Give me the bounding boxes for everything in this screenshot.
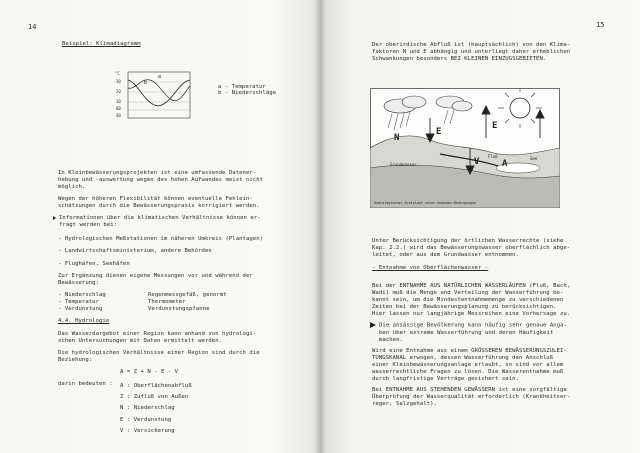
text-line: durch langfristige Verträge gesichert sein. xyxy=(372,376,519,382)
curve-b-label: b xyxy=(144,80,148,86)
hydrological-cycle-diagram xyxy=(370,88,560,208)
chart-y-unit: °C xyxy=(115,71,120,76)
legend-intro: darin bedeuten : xyxy=(58,381,113,387)
text-line: Schwankungen besonders BEI KLEINEN EINZUGSGEBIETEN. xyxy=(372,56,547,62)
paragraph-natural-watercourses xyxy=(372,283,570,318)
label-e-left: E xyxy=(436,127,442,137)
symbol-description: Versickerung xyxy=(133,427,175,434)
text-line: wasserrechtliche Fragen zu lösen. Die Wasserentnahme muß xyxy=(372,369,564,375)
list-item: Verdunstungspfanne xyxy=(148,306,210,312)
sources-list xyxy=(58,248,212,255)
water-balance-equation: A = Z + N - E - V xyxy=(120,369,179,375)
label-n: N xyxy=(394,133,400,143)
paragraph-relation xyxy=(58,350,260,364)
text-line: schätzungen durch die Bewässerungspraxis korrigiert werden. xyxy=(58,203,260,209)
text-line: Beziehung: xyxy=(58,357,93,363)
text-line: hebung und -auswertung wegen des hohen Aufwandes meist nicht xyxy=(58,177,264,183)
list-item: - Niederschlag xyxy=(58,292,106,298)
text-line: Kap. 2.2.) wird das Bewässerungswasser oberflächlich abge- xyxy=(372,245,571,251)
symbol-list xyxy=(120,381,192,437)
text-line: Wegen der höheren Flexibilität können eventuelle Fehlein- xyxy=(58,196,253,202)
paragraph-own-measurements xyxy=(58,273,253,287)
list-item: - Temperatur xyxy=(58,299,100,305)
text-line: Zur Ergänzung dienen eigene Messungen vor und während der xyxy=(58,273,253,279)
list-item: - Verdunstung xyxy=(58,306,103,312)
chart-y-tick: 80 xyxy=(116,106,121,111)
text-line: fragt werden bei: xyxy=(59,222,118,228)
label-see: See xyxy=(530,156,538,161)
paragraph-data-collection xyxy=(58,170,263,191)
flag-marker-icon xyxy=(370,322,376,328)
text-line: machen. xyxy=(379,336,403,343)
symbol-description: Zufluß von Außen xyxy=(133,394,189,401)
section-heading-surface-water: - Entnahme von Oberflächenwasser - xyxy=(372,265,489,271)
paragraph-local-population xyxy=(370,322,567,344)
text-line: Überprüfung der Wasserqualität erforderlich (Krankheitser- xyxy=(372,394,571,400)
symbol-description: Oberflächenabfluß xyxy=(133,383,192,389)
symbol-description: Niederschlag xyxy=(133,405,175,412)
label-e-right: E xyxy=(492,121,498,131)
list-item: Regenmessgefäß, genormt xyxy=(148,292,227,298)
text-line: Wird eine Entnahme aus einem GRÖSSEREN BEWÄSSERUNGSZULEI- xyxy=(372,348,567,354)
paragraph-irrigation-canal xyxy=(372,348,567,383)
symbol-row: Z : Zufluß von Außen xyxy=(120,394,189,401)
paragraph-water-rights xyxy=(372,238,570,259)
text-line: Informationen über die klimatischen Verhältnisse können er- xyxy=(59,215,261,221)
text-line: Wadi) muß die Menge und Verteilung der Wasserführung be- xyxy=(372,290,564,296)
symbol-row: N : Niederschlag xyxy=(120,405,175,412)
diagram-caption: Hydrologischer Kreislauf unter humiden Bedingungen xyxy=(374,201,477,205)
text-line: TUNGSKANAL erwogen, dessen Wasserführung den Anschluß xyxy=(372,355,554,361)
legend-temperature: a - Temperatur xyxy=(218,84,266,90)
text-line: In Kleinbewässerungsprojekten ist eine umfassende Datener- xyxy=(58,170,257,176)
text-line: Der oberirdische Abfluß ist (hauptsächlich) von den Klima- xyxy=(372,42,571,48)
label-grundwasser: Grundwasser xyxy=(390,162,417,167)
symbol: N xyxy=(120,405,124,412)
paragraph-surface-runoff xyxy=(372,42,570,63)
symbol-description: Verdunstung xyxy=(133,416,172,423)
list-item: Thermometer xyxy=(148,299,186,305)
book-spine-shadow xyxy=(314,0,326,453)
example-heading: Beispiel: Klimadiagramm xyxy=(62,41,141,47)
sources-list xyxy=(58,261,130,268)
text-line: Unter Berücksichtigung der örtlichen Wasserrechte (siehe xyxy=(372,238,564,244)
text-line: Bewässerung: xyxy=(58,280,100,286)
chart-y-tick: 10 xyxy=(116,99,121,104)
paragraph-water-supply xyxy=(58,331,256,345)
label-v: V xyxy=(474,157,480,167)
text-line: reger, Salzgehalt). xyxy=(372,401,437,407)
paragraph-standing-water xyxy=(372,387,570,408)
text-line: Die ansässige Bevölkerung kann häufig sehr genaue Anga- xyxy=(379,322,567,329)
symbol-row: V : Versickerung xyxy=(120,427,175,434)
paragraph-climate-info xyxy=(53,215,261,229)
text-line: Bei der ENTNAHME AUS NATÜRLICHEN WASSERLÄUFEN (Fluß, Bach, xyxy=(372,283,571,289)
text-line: ben über extreme Wasserführung und deren Häufigkeit xyxy=(379,329,554,336)
curve-b xyxy=(128,80,190,101)
chart-y-tick: 40 xyxy=(116,113,121,118)
page-number-left: 14 xyxy=(28,23,37,31)
text-line: leitet, oder aus dem Grundwasser entnommen. xyxy=(372,252,519,258)
chart-y-tick: 20 xyxy=(116,89,121,94)
list-item: - Landwirtschaftsministerium, andere Behörden xyxy=(58,248,212,254)
text-line: Zeiten bei der Bewässerungsplanung zu berücksichtigen. xyxy=(372,304,557,310)
text-line: Bei ENTNAHME AUS STEHENDEN GEWÄSSERN ist eine sorgfältige xyxy=(372,387,567,393)
chart-y-tick: 30 xyxy=(116,79,121,84)
measurement-items xyxy=(58,292,106,313)
section-heading-hydrology: 4.4. Hydrologie xyxy=(58,318,110,324)
text-line: Die hydrologischen Verhältnisse einer Region sind durch die xyxy=(58,350,260,356)
symbol: A xyxy=(120,383,124,389)
page-number-right: 15 xyxy=(596,21,605,29)
text-line: kannt sein, um die Mindestentnahmemenge zu verschiedenen xyxy=(372,297,564,303)
text-line: einer Kleinbewässerungsanlage erlaubt, so sind vor allem xyxy=(372,362,564,368)
arrow-bullet-icon xyxy=(53,216,56,220)
text-line: Hier lassen nur langjährige Messreihen eine Vorhersage zu. xyxy=(372,311,571,317)
climate-diagram xyxy=(114,70,199,122)
list-item: - Hydrologischen Meßstationen im näheren Umkreis (Plantagen) xyxy=(58,236,264,242)
text-line: Das Wasserdargebot einer Region kann anhand von hydrologi- xyxy=(58,331,257,337)
symbol-row: E : Verdunstung xyxy=(120,416,172,423)
label-a: A xyxy=(502,159,508,169)
sources-list xyxy=(58,236,263,243)
symbol: Z xyxy=(120,394,124,401)
text-line: schen Untersuchungen mit Daten ermittelt werden. xyxy=(58,338,223,344)
text-line: faktoren N und E abhängig und unterliegt daher erheblichen xyxy=(372,49,571,55)
symbol: E xyxy=(120,416,124,423)
symbol-row: A : Oberflächenabfluß xyxy=(120,383,192,389)
text-line: möglich. xyxy=(58,184,86,190)
label-fluss: Fluß xyxy=(488,154,498,159)
legend-precipitation: b - Niederschläge xyxy=(218,90,277,96)
paragraph-flexibility xyxy=(58,196,260,210)
measurement-devices xyxy=(148,292,227,313)
curve-a-label: a xyxy=(158,74,162,80)
symbol: V xyxy=(120,427,124,434)
right-page xyxy=(320,0,640,453)
list-item: - Flughäfen, Seehäfen xyxy=(58,261,130,267)
